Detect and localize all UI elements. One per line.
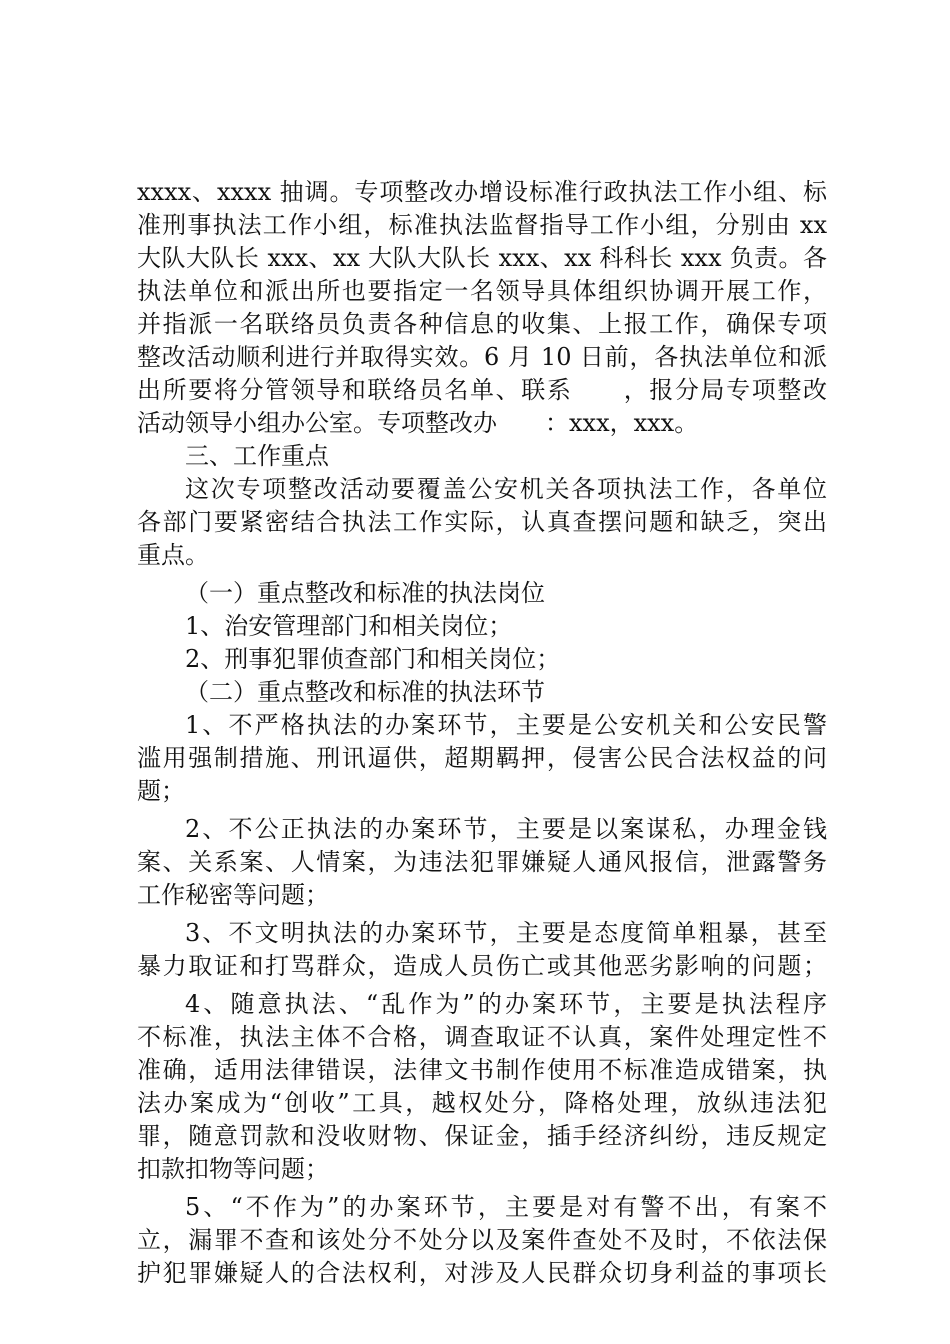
text-line: 暴力取证和打骂群众，造成人员伤亡或其他恶劣影响的问题； [137, 952, 827, 980]
text-line: 工作秘密等问题； [137, 881, 329, 909]
text-line: 三、工作重点 [185, 442, 329, 470]
text-line: 3、不文明执法的办案环节，主要是态度简单粗暴，甚至 [185, 919, 827, 947]
text-line: 活动领导小组办公室。专项整改办 ：xxx，xxx。 [137, 409, 699, 437]
text-line: 执法单位和派出所也要指定一名领导具体组织协调开展工作， [137, 277, 827, 305]
text-line: 题； [137, 777, 185, 805]
text-line: 1、治安管理部门和相关岗位； [185, 612, 513, 640]
text-line: 整改活动顺利进行并取得实效。6 月 10 日前，各执法单位和派 [137, 343, 827, 371]
text-line: 4、随意执法、“乱作为”的办案环节，主要是执法程序 [185, 990, 827, 1018]
document-body [137, 176, 827, 1290]
text-line: 并指派一名联络员负责各种信息的收集、上报工作，确保专项 [137, 310, 827, 338]
text-line: 大队大队长 xxx、xx 大队大队长 xxx、xx 科科长 xxx 负责。各 [137, 244, 827, 272]
text-line: 立，漏罪不查和该处分不处分以及案件查处不及时，不依法保 [137, 1226, 827, 1254]
text-line: 5、“不作为”的办案环节，主要是对有警不出，有案不 [185, 1193, 827, 1221]
text-line: 2、不公正执法的办案环节，主要是以案谋私，办理金钱 [185, 815, 827, 843]
text-line: 扣款扣物等问题； [137, 1155, 329, 1183]
text-line: 案、关系案、人情案，为违法犯罪嫌疑人通风报信，泄露警务 [137, 848, 827, 876]
text-line: 滥用强制措施、刑讯逼供，超期羁押，侵害公民合法权益的问 [137, 744, 827, 772]
text-line: 这次专项整改活动要覆盖公安机关各项执法工作，各单位 [185, 475, 827, 503]
text-line: 准刑事执法工作小组，标准执法监督指导工作小组，分别由 xx [137, 211, 827, 239]
text-line: 法办案成为“创收”工具，越权处分，降格处理，放纵违法犯 [137, 1089, 827, 1117]
text-line: 2、刑事犯罪侦查部门和相关岗位； [185, 645, 561, 673]
text-line: xxxx、xxxx 抽调。专项整改办增设标准行政执法工作小组、标 [137, 178, 827, 206]
text-line: （一）重点整改和标准的执法岗位 [185, 579, 545, 607]
text-line: 罪，随意罚款和没收财物、保证金，插手经济纠纷，违反规定 [137, 1122, 827, 1150]
text-line: 准确，适用法律错误，法律文书制作使用不标准造成错案，执 [137, 1056, 827, 1084]
text-line: 1、不严格执法的办案环节，主要是公安机关和公安民警 [185, 711, 827, 739]
text-line: 各部门要紧密结合执法工作实际，认真查摆问题和缺乏，突出 [137, 508, 827, 536]
text-line: 重点。 [137, 541, 209, 569]
text-line: 不标准，执法主体不合格，调查取证不认真，案件处理定性不 [137, 1023, 827, 1051]
text-line: 护犯罪嫌疑人的合法权利，对涉及人民群众切身利益的事项长 [137, 1259, 827, 1287]
text-line: 出所要将分管领导和联络员名单、联系 ，报分局专项整改 [137, 376, 827, 404]
text-line: （二）重点整改和标准的执法环节 [185, 678, 545, 706]
